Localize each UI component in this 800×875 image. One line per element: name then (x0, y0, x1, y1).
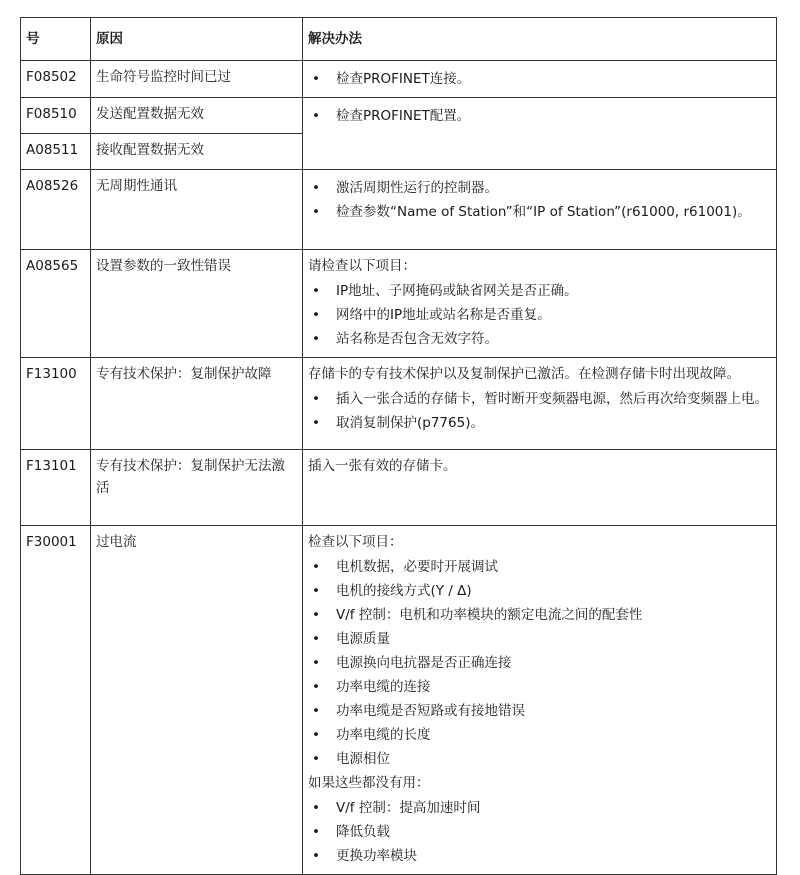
remedy-item: • 取消复制保护(p7765)。 (308, 412, 771, 434)
remedy-item: • 站名称是否包含无效字符。 (308, 328, 771, 350)
remedy-item: • 网络中的IP地址或站名称是否重复。 (308, 304, 771, 326)
remedy-item: • 激活周期性运行的控制器。 (308, 177, 771, 199)
fault-table (20, 17, 777, 875)
remedy-item: • 检查PROFINET连接。 (308, 68, 771, 90)
fault-cause: 发送配置数据无效 (91, 98, 303, 134)
fault-code: A08511 (21, 134, 91, 170)
fault-remedy (303, 450, 777, 526)
fault-remedy (303, 250, 777, 358)
remedy-item: • 降低负载 (308, 821, 771, 843)
remedy-intro: 检查以下项目： (308, 534, 403, 550)
remedy-item: • IP地址、子网掩码或缺省网关是否正确。 (308, 280, 771, 302)
table-row (21, 61, 777, 98)
table-row (21, 358, 777, 450)
fault-cause: 专有技术保护：复制保护无法激活 (91, 450, 303, 526)
table-row (21, 450, 777, 526)
fault-code: F08510 (21, 98, 91, 134)
remedy-item: • V/f 控制：提高加速时间 (308, 797, 771, 819)
remedy-intro: 存储卡的专有技术保护以及复制保护已激活。在检测存储卡时出现故障。 (308, 366, 740, 382)
fault-code: F13100 (21, 358, 91, 450)
fault-remedy (303, 61, 777, 98)
fault-remedy (303, 358, 777, 450)
remedy-item: • 插入一张合适的存储卡，暂时断开变频器电源，然后再次给变频器上电。 (308, 388, 771, 410)
fault-cause: 设置参数的一致性错误 (91, 250, 303, 358)
fault-code: A08526 (21, 170, 91, 250)
remedy-item: • 功率电缆的连接 (308, 676, 771, 698)
fault-cause: 过电流 (91, 526, 303, 875)
header-code: 号 (21, 18, 91, 61)
fault-remedy (303, 526, 777, 875)
remedy-intro: 请检查以下项目： (308, 258, 416, 274)
fault-cause: 无周期性通讯 (91, 170, 303, 250)
fault-cause: 生命符号监控时间已过 (91, 61, 303, 98)
fault-remedy (303, 170, 777, 250)
remedy-item: • 电机的接线方式(Y / Δ) (308, 580, 771, 602)
fault-code: F30001 (21, 526, 91, 875)
table-row (21, 98, 777, 134)
remedy-list (308, 68, 771, 90)
fault-code: F08502 (21, 61, 91, 98)
remedy-item: • 功率电缆的长度 (308, 724, 771, 746)
remedy-item: • 检查PROFINET配置。 (308, 105, 771, 127)
header-row (21, 18, 777, 61)
remedy-item: • V/f 控制：电机和功率模块的额定电流之间的配套性 (308, 604, 771, 626)
fault-cause: 专有技术保护：复制保护故障 (91, 358, 303, 450)
remedy-item: • 电机数据，必要时开展调试 (308, 556, 771, 578)
remedy-item: • 功率电缆是否短路或有接地错误 (308, 700, 771, 722)
fault-code: A08565 (21, 250, 91, 358)
remedy-list (308, 105, 771, 127)
remedy-item: • 电源相位 (308, 748, 771, 770)
remedy-item: • 电源质量 (308, 628, 771, 650)
remedy-list (308, 388, 771, 434)
remedy-list (308, 177, 771, 223)
remedy-item: • 更换功率模块 (308, 845, 771, 867)
remedy-intro: 如果这些都没有用： (308, 775, 430, 791)
fault-code: F13101 (21, 450, 91, 526)
header-remedy: 解决办法 (303, 18, 777, 61)
fault-remedy (303, 98, 777, 170)
remedy-list (308, 797, 771, 867)
table-row (21, 250, 777, 358)
table-row (21, 526, 777, 875)
remedy-list (308, 280, 771, 350)
remedy-item: • 电源换向电抗器是否正确连接 (308, 652, 771, 674)
remedy-list (308, 556, 771, 770)
remedy-intro: 插入一张有效的存储卡。 (308, 458, 457, 474)
table-row (21, 170, 777, 250)
header-cause: 原因 (91, 18, 303, 61)
remedy-item: • 检查参数“Name of Station”和“IP of Station”(r61000, r61001)。 (308, 201, 771, 223)
fault-cause: 接收配置数据无效 (91, 134, 303, 170)
